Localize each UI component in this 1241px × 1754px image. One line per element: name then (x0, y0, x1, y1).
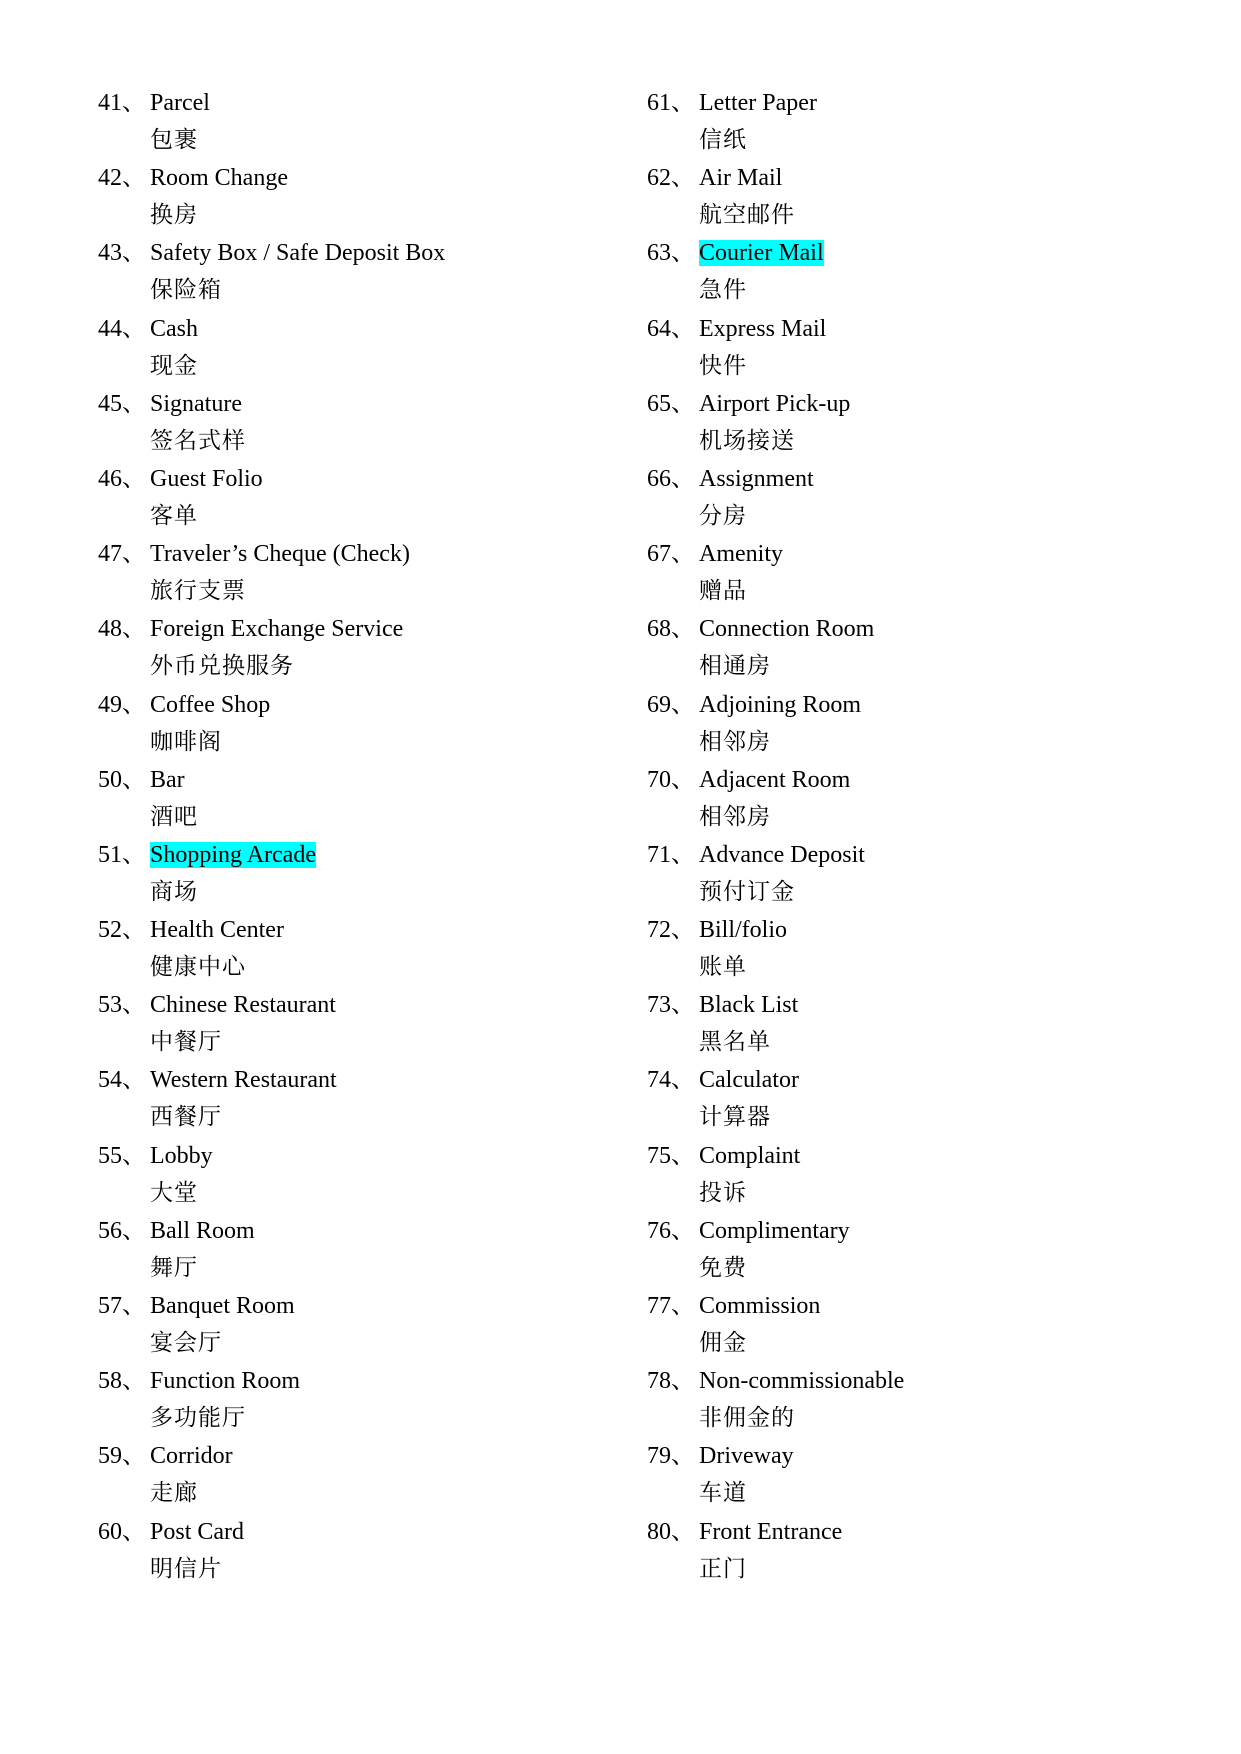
entry-english-line (98, 761, 445, 799)
entry-number: 56、 (98, 1217, 146, 1244)
entry-english-line (647, 310, 904, 348)
entry-english-line (647, 1287, 904, 1325)
entry-chinese-translation: 机场接送 (699, 427, 795, 454)
vocab-entry (98, 159, 445, 234)
entry-term: Air Mail (699, 165, 783, 192)
vocab-entry (647, 1287, 904, 1362)
entry-term: Black List (699, 992, 799, 1019)
entry-number: 42、 (98, 165, 146, 192)
entry-chinese-translation: 签名式样 (150, 427, 246, 454)
entry-chinese-translation: 保险箱 (150, 277, 222, 304)
entry-chinese-translation: 宴会厅 (150, 1330, 222, 1356)
entry-english-line (98, 1287, 445, 1325)
entry-number: 69、 (647, 691, 695, 718)
entry-number: 55、 (98, 1142, 146, 1169)
entry-term: Front Entrance (699, 1518, 843, 1545)
entry-term: Cash (150, 315, 198, 342)
entry-chinese-translation: 外币兑换服务 (150, 653, 294, 680)
entry-number: 43、 (98, 240, 146, 267)
entry-chinese-translation: 换房 (150, 202, 198, 229)
entry-term: Complaint (699, 1142, 801, 1169)
entry-english-line (98, 1212, 445, 1250)
entry-english-line (647, 460, 904, 498)
vocab-entry (98, 234, 445, 309)
entry-english-line (98, 1513, 445, 1551)
entry-number: 78、 (647, 1368, 695, 1395)
entry-chinese-translation: 商场 (150, 878, 198, 905)
entry-number: 72、 (647, 917, 695, 944)
vocab-entry (647, 234, 904, 309)
entry-number: 76、 (647, 1217, 695, 1244)
entry-number: 74、 (647, 1067, 695, 1094)
vocab-entry (647, 911, 904, 986)
entry-term-highlighted: Courier Mail (699, 240, 824, 267)
entry-term: Airport Pick-up (699, 390, 851, 417)
entry-english-line (647, 1061, 904, 1099)
entry-term: Non-commissionable (699, 1368, 905, 1395)
vocab-entry (98, 986, 445, 1061)
entry-number: 49、 (98, 691, 146, 718)
entry-chinese-translation: 快件 (699, 352, 747, 379)
entry-chinese-translation: 投诉 (699, 1179, 747, 1206)
vocab-entry (647, 385, 904, 460)
entry-term: Amenity (699, 541, 783, 568)
entry-english-line (647, 911, 904, 949)
entry-number: 61、 (647, 90, 695, 116)
entry-term: Safety Box / Safe Deposit Box (150, 240, 446, 267)
left-column (98, 84, 445, 1588)
entry-number: 71、 (647, 841, 695, 868)
entry-term: Assignment (699, 465, 814, 492)
entry-english-line (647, 610, 904, 648)
entry-english-line (98, 310, 445, 348)
entry-chinese-translation: 咖啡阁 (150, 728, 222, 755)
entry-english-line (98, 159, 445, 197)
entry-chinese-translation: 黑名单 (699, 1029, 771, 1056)
entry-number: 65、 (647, 390, 695, 417)
entry-chinese-translation: 非佣金的 (699, 1405, 795, 1432)
entry-chinese-translation: 西餐厅 (150, 1104, 222, 1131)
entry-term: Lobby (150, 1142, 213, 1169)
entry-number: 70、 (647, 766, 695, 793)
entry-chinese-translation: 预付订金 (699, 878, 795, 905)
entry-english-line (98, 1437, 445, 1475)
entry-number: 59、 (98, 1443, 146, 1470)
entry-english-line (98, 911, 445, 949)
entry-number: 73、 (647, 992, 695, 1019)
entry-term: Connection Room (699, 616, 875, 643)
vocab-entry (98, 761, 445, 836)
entry-term: Express Mail (699, 315, 827, 342)
vocab-entry (647, 686, 904, 761)
vocab-entry (647, 1061, 904, 1136)
entry-number: 68、 (647, 616, 695, 643)
entry-number: 51、 (98, 841, 146, 868)
entry-number: 57、 (98, 1293, 146, 1319)
entry-term: Complimentary (699, 1217, 850, 1244)
entry-term: Traveler’s Cheque (Check) (150, 541, 410, 568)
vocab-entry (647, 836, 904, 911)
vocab-entry (98, 1137, 445, 1212)
vocab-entry (98, 1061, 445, 1136)
entry-number: 44、 (98, 315, 146, 342)
entry-english-line (647, 234, 904, 272)
entry-chinese-translation: 中餐厅 (150, 1029, 222, 1056)
entry-english-line (98, 986, 445, 1024)
entry-english-line (98, 535, 445, 573)
entry-chinese-translation: 大堂 (150, 1179, 198, 1206)
entry-number: 58、 (98, 1368, 146, 1395)
entry-english-line (98, 836, 445, 874)
vocab-entry (647, 1212, 904, 1287)
entry-number: 47、 (98, 541, 146, 568)
entry-chinese-translation: 航空邮件 (699, 202, 795, 229)
entry-chinese-translation: 赠品 (699, 578, 747, 605)
entry-term: Parcel (150, 90, 210, 116)
vocab-entry (647, 1437, 904, 1512)
vocab-entry (647, 986, 904, 1061)
entry-term: Bill/folio (699, 917, 788, 944)
entry-english-line (647, 1437, 904, 1475)
entry-term: Function Room (150, 1368, 301, 1395)
entry-number: 80、 (647, 1518, 695, 1545)
entry-term: Health Center (150, 917, 284, 944)
entry-english-line (647, 1513, 904, 1551)
entry-term: Room Change (150, 165, 288, 192)
vocab-entry (647, 1513, 904, 1588)
entry-english-line (647, 686, 904, 724)
entry-number: 41、 (98, 90, 146, 116)
entry-term: Corridor (150, 1443, 233, 1470)
entry-chinese-translation: 分房 (699, 502, 747, 529)
entry-number: 63、 (647, 240, 695, 267)
vocab-entry (98, 1437, 445, 1512)
entry-number: 45、 (98, 390, 146, 417)
entry-english-line (647, 1362, 904, 1400)
entry-term: Calculator (699, 1067, 799, 1094)
entry-number: 54、 (98, 1067, 146, 1094)
vocab-entry (98, 385, 445, 460)
entry-number: 62、 (647, 165, 695, 192)
entry-english-line (647, 1212, 904, 1250)
entry-number: 66、 (647, 465, 695, 492)
entry-english-line (98, 1362, 445, 1400)
entry-term: Advance Deposit (699, 841, 865, 868)
entry-chinese-translation: 相通房 (699, 653, 771, 680)
entry-chinese-translation: 健康中心 (150, 954, 246, 981)
entry-chinese-translation: 走廊 (150, 1480, 198, 1507)
entry-term: Commission (699, 1293, 821, 1319)
entry-chinese-translation: 车道 (699, 1480, 747, 1507)
entry-number: 60、 (98, 1518, 146, 1545)
entry-number: 64、 (647, 315, 695, 342)
entry-term: Banquet Room (150, 1293, 295, 1319)
vocab-entry (647, 460, 904, 535)
entry-english-line (647, 986, 904, 1024)
entry-term: Foreign Exchange Service (150, 616, 404, 643)
entry-chinese-translation: 舞厅 (150, 1254, 198, 1281)
entry-english-line (647, 385, 904, 423)
entry-chinese-translation: 正门 (699, 1555, 747, 1582)
entry-english-line (647, 535, 904, 573)
entry-english-line (98, 234, 445, 272)
entry-english-line (98, 686, 445, 724)
vocab-entry (98, 1212, 445, 1287)
entry-term: Signature (150, 390, 242, 417)
vocab-entry (98, 535, 445, 610)
vocab-entry (98, 84, 445, 159)
vocab-entry (647, 535, 904, 610)
entry-term: Ball Room (150, 1217, 255, 1244)
entry-chinese-translation: 相邻房 (699, 803, 771, 830)
vocab-entry (98, 836, 445, 911)
vocab-entry (98, 310, 445, 385)
vocab-entry (647, 310, 904, 385)
entry-number: 67、 (647, 541, 695, 568)
entry-chinese-translation: 免费 (699, 1254, 747, 1281)
entry-english-line (98, 385, 445, 423)
entry-english-line (647, 159, 904, 197)
entry-english-line (647, 836, 904, 874)
entry-chinese-translation: 多功能厅 (150, 1405, 246, 1432)
entry-chinese-translation: 旅行支票 (150, 578, 246, 605)
entry-english-line (647, 761, 904, 799)
entry-term: Chinese Restaurant (150, 992, 336, 1019)
entry-term: Driveway (699, 1443, 794, 1470)
entry-english-line (647, 84, 904, 122)
vocab-entry (647, 761, 904, 836)
entry-chinese-translation: 客单 (150, 502, 198, 529)
vocab-entry (647, 84, 904, 159)
entry-number: 52、 (98, 917, 146, 944)
entry-number: 75、 (647, 1142, 695, 1169)
entry-term: Adjoining Room (699, 691, 862, 718)
vocab-entry (98, 1287, 445, 1362)
entry-chinese-translation: 佣金 (699, 1330, 747, 1356)
entry-english-line (98, 1137, 445, 1175)
entry-number: 53、 (98, 992, 146, 1019)
vocab-entry (98, 911, 445, 986)
entry-term: Letter Paper (699, 90, 817, 116)
entry-number: 46、 (98, 465, 146, 492)
entry-english-line (98, 460, 445, 498)
entry-english-line (98, 610, 445, 648)
vocab-entry (98, 460, 445, 535)
entry-term: Adjacent Room (699, 766, 851, 793)
entry-number: 77、 (647, 1293, 695, 1319)
entry-chinese-translation: 明信片 (150, 1555, 222, 1582)
right-column (647, 84, 904, 1588)
vocab-entry (647, 610, 904, 685)
vocab-entry (98, 1362, 445, 1437)
entry-chinese-translation: 包裹 (150, 127, 198, 153)
entry-english-line (98, 1061, 445, 1099)
entry-english-line (98, 84, 445, 122)
entry-chinese-translation: 计算器 (699, 1104, 771, 1131)
entry-chinese-translation: 账单 (699, 954, 747, 981)
vocab-entry (98, 1513, 445, 1588)
entry-term-highlighted: Shopping Arcade (150, 841, 316, 868)
entry-term: Post Card (150, 1518, 245, 1545)
entry-chinese-translation: 现金 (150, 352, 198, 379)
entry-number: 50、 (98, 766, 146, 793)
entry-chinese-translation: 信纸 (699, 127, 747, 153)
entry-english-line (647, 1137, 904, 1175)
entry-term: Western Restaurant (150, 1067, 337, 1094)
vocab-entry (98, 610, 445, 685)
entry-number: 48、 (98, 616, 146, 643)
vocab-entry (98, 686, 445, 761)
entry-chinese-translation: 酒吧 (150, 803, 198, 830)
vocab-entry (647, 1362, 904, 1437)
vocab-entry (647, 1137, 904, 1212)
entry-chinese-translation: 急件 (699, 277, 747, 304)
entry-term: Guest Folio (150, 465, 263, 492)
vocab-entry (647, 159, 904, 234)
entry-term: Bar (150, 766, 185, 793)
entry-number: 79、 (647, 1443, 695, 1470)
entry-term: Coffee Shop (150, 691, 271, 718)
entry-chinese-translation: 相邻房 (699, 728, 771, 755)
